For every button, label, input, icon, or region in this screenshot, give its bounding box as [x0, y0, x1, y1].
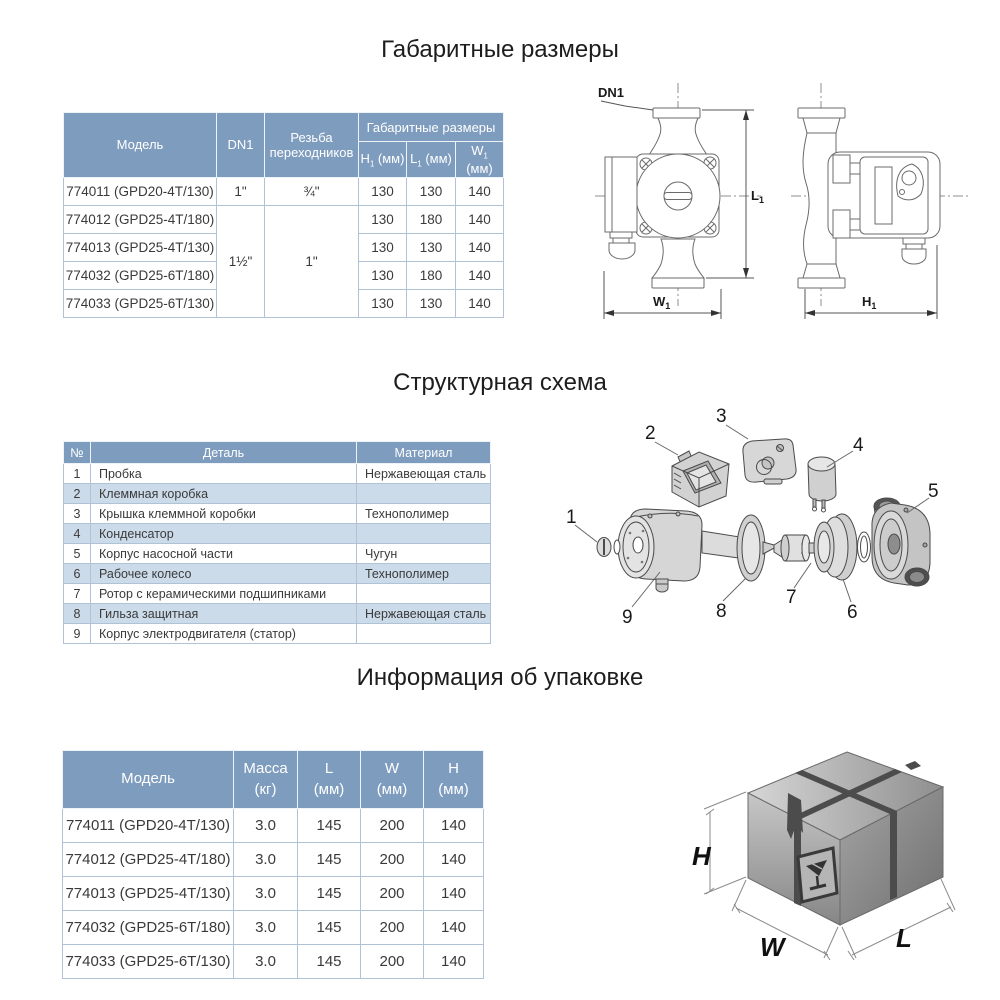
part-protective-sleeve	[702, 515, 778, 581]
pump-side-view	[798, 108, 940, 288]
label-h1: H1	[862, 294, 877, 311]
part-number-2: 2	[645, 423, 656, 444]
table-row	[64, 464, 491, 484]
cell-part: Рабочее колесо	[91, 564, 357, 584]
cell-w: 200	[361, 809, 424, 843]
col-header-thread: Резьба переходников	[265, 113, 359, 178]
cell-w1: 140	[456, 289, 504, 317]
cell-mass: 3.0	[234, 843, 298, 877]
cell-num: 5	[64, 544, 91, 564]
col-header-mass: Масса (кг)	[234, 751, 298, 809]
part-plug	[597, 538, 620, 557]
label-dn1: DN1	[598, 85, 625, 100]
cell-h: 140	[424, 911, 484, 945]
cell-model: 774033 (GPD25-6T/130)	[63, 945, 234, 979]
cell-material	[357, 624, 491, 644]
parts-table	[63, 441, 491, 644]
part-motor-housing	[618, 509, 702, 592]
part-number-7: 7	[786, 587, 797, 608]
cell-part: Крышка клеммной коробки	[91, 504, 357, 524]
part-capacitor	[808, 457, 836, 512]
col-header-w: W (мм)	[361, 751, 424, 809]
cell-material: Нержавеющая сталь	[357, 464, 491, 484]
col-header-model: Модель	[64, 113, 217, 178]
cell-material: Технополимер	[357, 504, 491, 524]
fragile-icon	[798, 848, 837, 902]
cell-thread-merged: 1"	[265, 205, 359, 317]
part-number-4: 4	[853, 435, 864, 456]
col-header-dimensions-group: Габаритные размеры	[359, 113, 504, 142]
cell-l1: 130	[407, 177, 456, 205]
packaging-table	[62, 750, 484, 979]
cell-l: 145	[298, 809, 361, 843]
cell-model: 774032 (GPD25-6T/180)	[64, 261, 217, 289]
cell-w: 200	[361, 877, 424, 911]
table-row	[63, 911, 484, 945]
cell-l: 145	[298, 843, 361, 877]
part-terminal-box	[672, 451, 729, 507]
cell-num: 1	[64, 464, 91, 484]
part-number-1: 1	[566, 507, 577, 528]
cell-material	[357, 484, 491, 504]
cell-num: 3	[64, 504, 91, 524]
cell-h: 140	[424, 843, 484, 877]
box-label-l: L	[896, 923, 912, 953]
cell-part: Пробка	[91, 464, 357, 484]
cell-model: 774012 (GPD25-4T/180)	[63, 843, 234, 877]
table-row	[64, 604, 491, 624]
table-row	[64, 624, 491, 644]
cell-model: 774032 (GPD25-6T/180)	[63, 911, 234, 945]
table-header-row	[64, 442, 491, 464]
table-row	[64, 205, 504, 233]
col-header-part: Деталь	[91, 442, 357, 464]
cell-w1: 140	[456, 177, 504, 205]
cell-part: Конденсатор	[91, 524, 357, 544]
box-faces	[748, 752, 943, 925]
table-row	[63, 809, 484, 843]
table-row	[64, 584, 491, 604]
label-l1: L1	[751, 188, 764, 205]
col-header-num: №	[64, 442, 91, 464]
cell-mass: 3.0	[234, 877, 298, 911]
cell-model: 774013 (GPD25-4T/130)	[63, 877, 234, 911]
cell-l: 145	[298, 945, 361, 979]
cell-num: 8	[64, 604, 91, 624]
cell-l1: 130	[407, 233, 456, 261]
col-header-dn1: DN1	[217, 113, 265, 178]
col-header-model: Модель	[63, 751, 234, 809]
section-title-packaging: Информация об упаковке	[356, 664, 644, 691]
table-row	[64, 177, 504, 205]
part-o-ring	[858, 532, 871, 562]
cell-material	[357, 584, 491, 604]
box-label-w: W	[760, 932, 785, 962]
cell-w1: 140	[456, 233, 504, 261]
table-row	[63, 843, 484, 877]
cell-model: 774013 (GPD25-4T/130)	[64, 233, 217, 261]
cell-l: 145	[298, 911, 361, 945]
cell-thread: ¾"	[265, 177, 359, 205]
cell-h: 140	[424, 809, 484, 843]
packaging-box-drawing	[690, 735, 995, 995]
table-row	[63, 877, 484, 911]
col-header-w1: $W_1$ (мм)	[456, 142, 504, 178]
table-row	[64, 504, 491, 524]
cell-h1: 130	[359, 205, 407, 233]
cell-part: Клеммная коробка	[91, 484, 357, 504]
cell-model: 774012 (GPD25-4T/180)	[64, 205, 217, 233]
cell-l: 145	[298, 877, 361, 911]
part-number-8: 8	[716, 601, 727, 622]
cell-l1: 180	[407, 261, 456, 289]
cell-w1: 140	[456, 205, 504, 233]
cell-dn1-merged: 1½"	[217, 205, 265, 317]
col-header-material: Материал	[357, 442, 491, 464]
cell-h: 140	[424, 877, 484, 911]
cell-model: 774033 (GPD25-6T/130)	[64, 289, 217, 317]
table-row	[64, 564, 491, 584]
box-label-h: H	[692, 841, 711, 871]
pump-front-view	[605, 108, 720, 288]
cell-model: 774011 (GPD20-4T/130)	[64, 177, 217, 205]
cell-l1: 180	[407, 205, 456, 233]
part-number-3: 3	[716, 406, 727, 427]
cell-h1: 130	[359, 261, 407, 289]
cell-w: 200	[361, 945, 424, 979]
part-number-9: 9	[622, 607, 633, 628]
part-impeller	[814, 514, 857, 580]
cell-material: Нержавеющая сталь	[357, 604, 491, 624]
cell-num: 9	[64, 624, 91, 644]
cell-w1: 140	[456, 261, 504, 289]
table-row	[63, 945, 484, 979]
col-header-h1: $H_1$ (мм)	[359, 142, 407, 178]
cell-l1: 130	[407, 289, 456, 317]
cell-mass: 3.0	[234, 911, 298, 945]
section-title-structure: Структурная схема	[393, 369, 607, 396]
cell-w: 200	[361, 843, 424, 877]
part-number-6: 6	[847, 602, 858, 623]
cell-model: 774011 (GPD20-4T/130)	[63, 809, 234, 843]
table-row	[64, 544, 491, 564]
table-row	[64, 484, 491, 504]
cell-h1: 130	[359, 233, 407, 261]
cell-material	[357, 524, 491, 544]
cell-dn1: 1"	[217, 177, 265, 205]
cell-num: 7	[64, 584, 91, 604]
table-row	[64, 524, 491, 544]
part-number-5: 5	[928, 481, 939, 502]
cell-h1: 130	[359, 289, 407, 317]
part-terminal-box-cover	[743, 439, 796, 484]
label-w1: W1	[653, 294, 671, 311]
cell-part: Корпус насосной части	[91, 544, 357, 564]
table-header-row	[63, 751, 484, 809]
table-header-row	[64, 113, 504, 142]
cell-material: Технополимер	[357, 564, 491, 584]
cell-part: Корпус электродвигателя (статор)	[91, 624, 357, 644]
cell-h: 140	[424, 945, 484, 979]
col-header-l1: $L_1$ (мм)	[407, 142, 456, 178]
col-header-l: L (мм)	[298, 751, 361, 809]
pump-dimension-drawing	[565, 75, 975, 350]
cell-part: Ротор с керамическими подшипниками	[91, 584, 357, 604]
cell-mass: 3.0	[234, 945, 298, 979]
section-title-dimensions: Габаритные размеры	[381, 36, 619, 63]
cell-part: Гильза защитная	[91, 604, 357, 624]
cell-num: 6	[64, 564, 91, 584]
cell-material: Чугун	[357, 544, 491, 564]
cell-num: 4	[64, 524, 91, 544]
cell-num: 2	[64, 484, 91, 504]
col-header-h: H (мм)	[424, 751, 484, 809]
cell-w: 200	[361, 911, 424, 945]
dimensions-table	[63, 112, 504, 318]
cell-h1: 130	[359, 177, 407, 205]
part-pump-housing	[872, 498, 930, 586]
exploded-view-diagram	[550, 395, 990, 650]
cell-mass: 3.0	[234, 809, 298, 843]
